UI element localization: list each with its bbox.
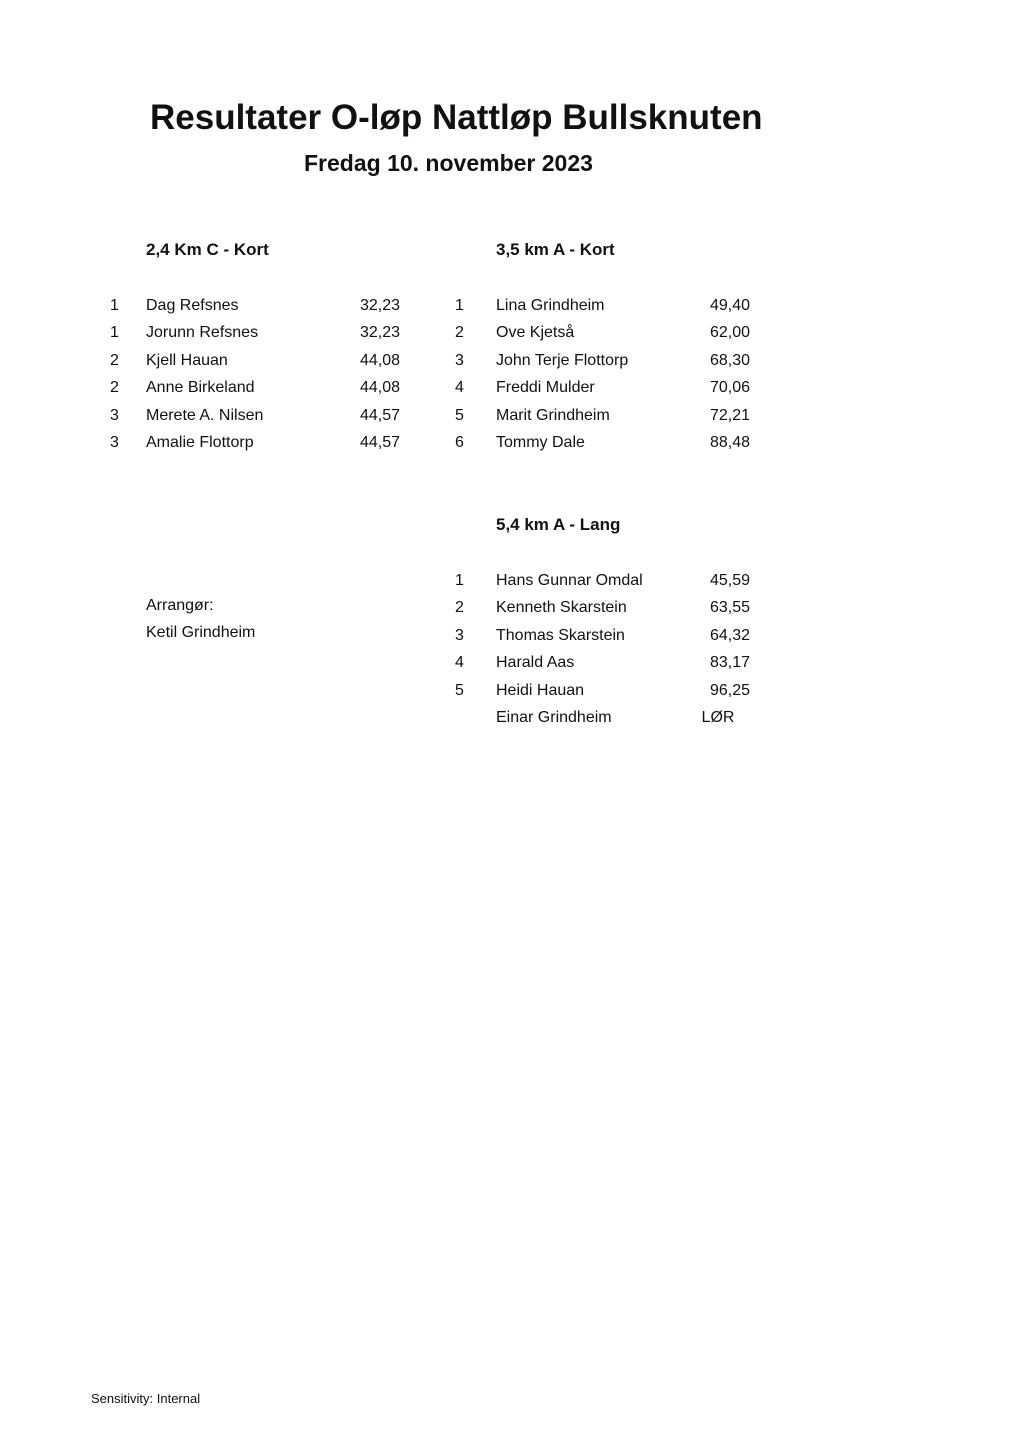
course-heading-3-5km: 3,5 km A - Kort xyxy=(496,240,615,259)
results-list-5-4km xyxy=(455,567,755,731)
result-name: Kjell Hauan xyxy=(146,351,228,369)
result-time: 49,40 xyxy=(709,297,750,314)
result-name: Dag Refsnes xyxy=(146,297,239,314)
result-name: Kenneth Skarstein xyxy=(496,599,627,617)
result-row xyxy=(110,429,410,456)
result-rank: 2 xyxy=(455,599,464,617)
result-name: Einar Grindheim xyxy=(496,708,612,726)
result-rank: 4 xyxy=(455,654,464,672)
page-subtitle: Fredag 10. november 2023 xyxy=(304,150,593,176)
result-rank: 2 xyxy=(110,351,119,369)
result-rank: 4 xyxy=(455,379,464,397)
result-time: 62,00 xyxy=(709,324,750,342)
result-time: 70,06 xyxy=(709,379,750,397)
result-row xyxy=(455,402,755,429)
result-time: 68,30 xyxy=(709,351,750,369)
organizer-name: Ketil Grindheim xyxy=(146,624,256,641)
result-rank: 6 xyxy=(455,433,464,451)
result-rank: 2 xyxy=(455,324,464,342)
result-rank: 3 xyxy=(455,351,464,369)
result-rank: 1 xyxy=(110,324,119,342)
result-rank: 3 xyxy=(110,406,119,424)
sensitivity-label: Sensitivity: Internal xyxy=(91,1391,201,1406)
result-row xyxy=(110,402,410,429)
result-time: 83,17 xyxy=(709,654,750,672)
result-row xyxy=(110,347,410,374)
result-row xyxy=(110,374,410,401)
result-row xyxy=(455,319,755,346)
result-name: Thomas Skarstein xyxy=(496,626,625,644)
result-row xyxy=(455,704,755,731)
result-time: 32,23 xyxy=(359,297,400,314)
result-time: 88,48 xyxy=(709,433,750,451)
result-status: LØR xyxy=(701,708,735,726)
course-heading-2-4km: 2,4 Km C - Kort xyxy=(146,240,269,259)
result-time: 64,32 xyxy=(709,626,750,644)
result-row xyxy=(455,677,755,704)
result-row xyxy=(455,567,755,594)
result-rank: 3 xyxy=(455,626,464,644)
result-row xyxy=(455,649,755,676)
result-row xyxy=(455,622,755,649)
result-time: 45,59 xyxy=(709,572,750,589)
result-row xyxy=(455,374,755,401)
result-row xyxy=(455,347,755,374)
result-row xyxy=(110,319,410,346)
result-name: John Terje Flottorp xyxy=(496,351,629,369)
result-name: Ove Kjetså xyxy=(496,324,575,342)
result-time: 44,08 xyxy=(359,379,400,397)
result-rank: 5 xyxy=(455,681,464,699)
course-heading-5-4km: 5,4 km A - Lang xyxy=(496,515,621,534)
result-name: Lina Grindheim xyxy=(496,297,605,314)
result-name: Amalie Flottorp xyxy=(146,433,254,451)
result-rank: 1 xyxy=(455,297,464,314)
result-name: Harald Aas xyxy=(496,654,575,672)
result-rank: 3 xyxy=(110,433,119,451)
result-name: Tommy Dale xyxy=(496,433,585,451)
result-row xyxy=(455,594,755,621)
organizer-label: Arrangør: xyxy=(146,597,214,614)
result-rank: 2 xyxy=(110,379,119,397)
result-rank: 1 xyxy=(110,297,119,314)
result-time: 96,25 xyxy=(709,681,750,699)
result-name: Hans Gunnar Omdal xyxy=(496,572,643,589)
result-name: Heidi Hauan xyxy=(496,681,585,699)
results-list-3-5km xyxy=(455,292,755,456)
result-row xyxy=(455,429,755,456)
result-rank: 5 xyxy=(455,406,464,424)
result-time: 32,23 xyxy=(359,324,400,342)
result-name: Jorunn Refsnes xyxy=(146,324,259,342)
result-row xyxy=(110,292,410,319)
page-title: Resultater O-løp Nattløp Bullsknuten xyxy=(150,98,763,137)
result-name: Marit Grindheim xyxy=(496,406,610,424)
result-time: 44,57 xyxy=(359,406,400,424)
result-time: 72,21 xyxy=(709,406,750,424)
result-row xyxy=(455,292,755,319)
result-time: 44,08 xyxy=(359,351,400,369)
result-rank: 1 xyxy=(455,572,464,589)
results-list-2-4km xyxy=(110,292,410,456)
result-name: Merete A. Nilsen xyxy=(146,406,264,424)
result-time: 44,57 xyxy=(359,433,400,451)
result-time: 63,55 xyxy=(709,599,750,617)
result-name: Anne Birkeland xyxy=(146,379,255,397)
result-name: Freddi Mulder xyxy=(496,379,595,397)
